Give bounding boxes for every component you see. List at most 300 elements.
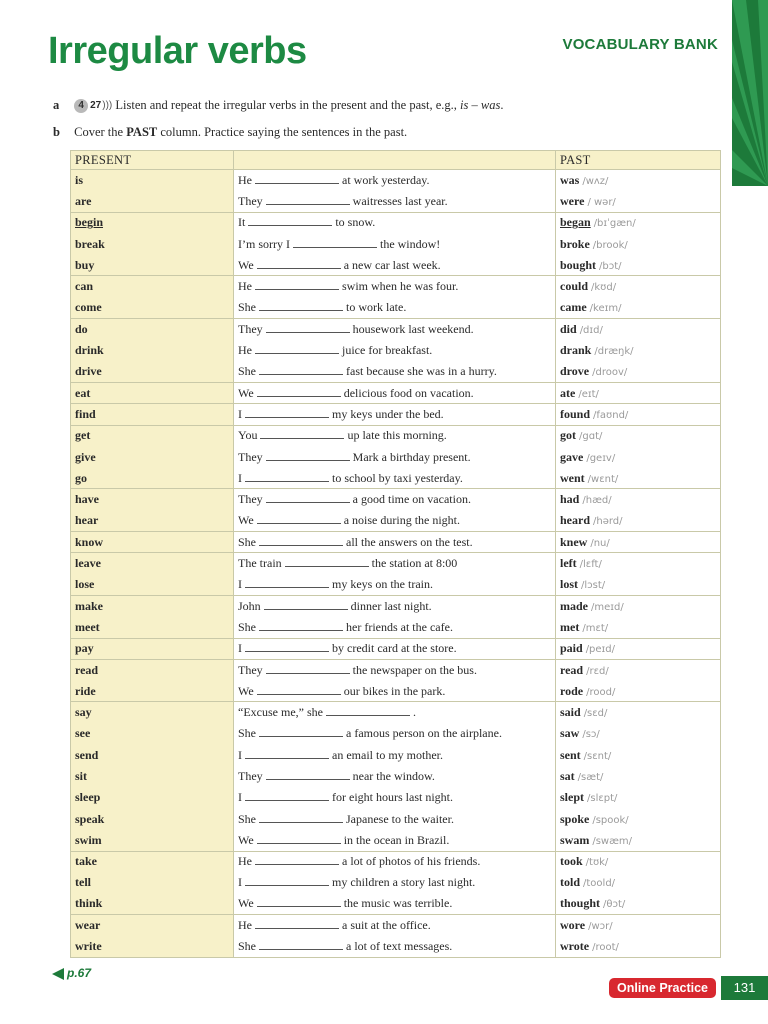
past-verb: [556, 723, 721, 744]
past-verb-text: bought: [560, 257, 597, 272]
present-verb: [71, 510, 234, 531]
past-verb-text: was: [560, 172, 580, 187]
present-verb: [71, 787, 234, 808]
past-verb: [556, 297, 721, 318]
present-verb-text: buy: [75, 257, 95, 272]
past-verb-text: took: [560, 854, 583, 869]
pronunciation: /θɔt/: [603, 899, 626, 911]
answer-blank[interactable]: [245, 642, 329, 652]
pronunciation: /kʊd/: [591, 282, 617, 294]
past-verb-text: left: [560, 556, 577, 571]
sentence-start: We: [238, 513, 254, 528]
sentence-end: for eight hours last night.: [332, 790, 453, 805]
past-verb-text: saw: [560, 726, 580, 741]
present-verb-text: take: [75, 854, 97, 869]
sentence-start: John: [238, 598, 261, 613]
past-verb: [556, 510, 721, 531]
pronunciation: /brook/: [592, 239, 628, 251]
present-verb-text: come: [75, 300, 102, 315]
example-sentence: [234, 659, 556, 680]
past-verb: [556, 446, 721, 467]
example-sentence: [234, 574, 556, 595]
present-verb-text: ride: [75, 683, 96, 698]
example-sentence: [234, 851, 556, 872]
table-row: [71, 787, 721, 808]
present-verb: [71, 830, 234, 851]
present-verb: [71, 553, 234, 574]
sentence-start: I: [238, 406, 242, 421]
past-verb-text: began: [560, 215, 591, 230]
pronunciation: /faʊnd/: [593, 409, 629, 421]
past-verb-text: did: [560, 321, 577, 336]
cd-number: 4: [74, 99, 88, 113]
sentence-end: near the window.: [352, 768, 435, 783]
answer-blank[interactable]: [259, 621, 343, 631]
table-row: [71, 425, 721, 446]
example-sentence: [234, 297, 556, 318]
table-row: [71, 574, 721, 595]
answer-blank[interactable]: [255, 919, 339, 929]
answer-blank[interactable]: [266, 493, 350, 503]
instruction-text: Listen and repeat the irregular verbs in the present and the past, e.g.,: [115, 98, 457, 112]
example-sentence: [234, 638, 556, 659]
sentence-end: by credit card at the store.: [332, 641, 457, 656]
sentence-end: a suit at the office.: [342, 918, 431, 933]
sentence-end: to work late.: [346, 300, 407, 315]
table-row: [71, 915, 721, 936]
online-practice-badge[interactable]: Online Practice: [609, 978, 716, 998]
present-verb-text: wear: [75, 918, 101, 933]
sentence-end: an email to my mother.: [332, 747, 443, 762]
past-verb: [556, 425, 721, 446]
table-row: [71, 382, 721, 403]
table-row: [71, 276, 721, 297]
table-row: [71, 361, 721, 382]
present-verb: [71, 681, 234, 702]
sentence-end: up late this morning.: [347, 428, 447, 443]
answer-blank[interactable]: [248, 216, 332, 226]
present-verb: [71, 595, 234, 616]
answer-blank[interactable]: [245, 408, 329, 418]
pronunciation: /lɛft/: [579, 559, 602, 571]
pronunciation: /wʌz/: [582, 175, 609, 187]
pronunciation: /tʊk/: [585, 857, 609, 869]
sentence-start: She: [238, 939, 256, 954]
past-verb: [556, 681, 721, 702]
present-verb: [71, 745, 234, 766]
pronunciation: /sɔ/: [582, 729, 600, 741]
sentence-start: She: [238, 619, 256, 634]
sentence-start: They: [238, 193, 263, 208]
answer-blank[interactable]: [257, 514, 341, 524]
present-verb-text: are: [75, 193, 92, 208]
sentence-end: a lot of text messages.: [346, 939, 453, 954]
example-sentence: [234, 276, 556, 297]
past-verb: [556, 894, 721, 915]
pronunciation: /droov/: [592, 367, 628, 379]
example-sentence: [234, 510, 556, 531]
answer-blank[interactable]: [264, 600, 348, 610]
sentence-start: I: [238, 641, 242, 656]
answer-blank[interactable]: [259, 727, 343, 737]
past-verb: [556, 808, 721, 829]
present-verb-text: break: [75, 236, 105, 251]
present-verb: [71, 233, 234, 254]
pronunciation: /swæm/: [592, 835, 633, 847]
instruction-a: [53, 98, 503, 113]
past-verb-text: were: [560, 193, 585, 208]
pronunciation: /wɔr/: [588, 921, 613, 933]
answer-blank[interactable]: [259, 301, 343, 311]
answer-blank[interactable]: [266, 664, 350, 674]
present-verb: [71, 319, 234, 340]
present-verb: [71, 468, 234, 489]
sentence-end: the window!: [379, 236, 441, 251]
example-sentence: [234, 766, 556, 787]
sentence-start: He: [238, 172, 252, 187]
past-verb: [556, 170, 721, 191]
sentence-end: a lot of photos of his friends.: [342, 854, 481, 869]
example-sentence: [234, 787, 556, 808]
sentence-start: He: [238, 343, 252, 358]
table-row: [71, 638, 721, 659]
present-verb-text: think: [75, 896, 103, 911]
present-verb-text: do: [75, 321, 88, 336]
present-verb: [71, 851, 234, 872]
table-row: [71, 255, 721, 276]
sentence-start: I: [238, 875, 242, 890]
present-verb: [71, 170, 234, 191]
example-sentence: [234, 425, 556, 446]
example-sentence: [234, 255, 556, 276]
table-row: [71, 617, 721, 638]
present-verb: [71, 574, 234, 595]
sentence-end: Mark a birthday present.: [352, 449, 471, 464]
track-number: 27: [90, 100, 102, 112]
answer-blank[interactable]: [257, 387, 341, 397]
past-verb: [556, 319, 721, 340]
answer-blank[interactable]: [259, 813, 343, 823]
answer-blank[interactable]: [255, 855, 339, 865]
present-verb: [71, 532, 234, 553]
past-verb: [556, 638, 721, 659]
present-verb-text: can: [75, 279, 93, 294]
present-verb-text: say: [75, 705, 92, 720]
answer-blank[interactable]: [266, 195, 350, 205]
past-verb: [556, 595, 721, 616]
pronunciation: /hərd/: [593, 516, 623, 528]
present-verb-text: sleep: [75, 790, 101, 805]
past-verb-text: had: [560, 492, 580, 507]
sentence-start: I: [238, 470, 242, 485]
example-sentence: [234, 617, 556, 638]
present-verb-text: leave: [75, 556, 101, 571]
past-verb: [556, 212, 721, 233]
answer-blank[interactable]: [259, 365, 343, 375]
example-sentence: [234, 489, 556, 510]
table-row: [71, 468, 721, 489]
answer-blank[interactable]: [245, 791, 329, 801]
past-verb: [556, 532, 721, 553]
sentence-start: We: [238, 896, 254, 911]
sentence-end: all the answers on the test.: [346, 534, 473, 549]
present-verb-text: begin: [75, 215, 104, 230]
sentence-end: in the ocean in Brazil.: [343, 832, 450, 847]
table-row: [71, 553, 721, 574]
table-header-row: [71, 151, 721, 170]
example-sentence: [234, 894, 556, 915]
past-verb-text: got: [560, 428, 576, 443]
present-verb: [71, 425, 234, 446]
past-verb: [556, 787, 721, 808]
present-verb-text: pay: [75, 641, 94, 656]
present-verb-text: find: [75, 406, 96, 421]
example-sentence: [234, 915, 556, 936]
present-verb-text: eat: [75, 385, 91, 400]
irregular-verbs-table: [70, 150, 721, 958]
left-arrow-icon: [52, 968, 64, 980]
pronunciation: /toold/: [583, 878, 616, 890]
answer-blank[interactable]: [255, 280, 339, 290]
past-verb: [556, 489, 721, 510]
header-sentence: [234, 151, 556, 170]
example-sentence: [234, 553, 556, 574]
sentence-end: .: [412, 705, 416, 720]
sentence-start: “Excuse me,” she: [238, 705, 323, 720]
present-verb: [71, 340, 234, 361]
answer-blank[interactable]: [255, 174, 339, 184]
present-verb-text: go: [75, 470, 87, 485]
present-verb: [71, 638, 234, 659]
answer-blank[interactable]: [266, 451, 350, 461]
past-verb: [556, 404, 721, 425]
sentence-start: We: [238, 832, 254, 847]
sentence-end: my keys under the bed.: [332, 406, 444, 421]
present-verb: [71, 276, 234, 297]
table-row: [71, 894, 721, 915]
sentence-end: the station at 8:00: [371, 556, 458, 571]
present-verb-text: see: [75, 726, 91, 741]
page-number: 131: [721, 976, 768, 1000]
pronunciation: /sɛd/: [583, 708, 608, 720]
table-row: [71, 595, 721, 616]
past-verb-text: swam: [560, 832, 590, 847]
past-verb-text: told: [560, 875, 581, 890]
answer-blank[interactable]: [245, 472, 329, 482]
example-sentence: [234, 170, 556, 191]
past-verb-text: sat: [560, 768, 575, 783]
sentence-end: Japanese to the waiter.: [346, 811, 454, 826]
table-row: [71, 872, 721, 893]
answer-blank[interactable]: [260, 429, 344, 439]
present-verb-text: send: [75, 747, 99, 762]
pronunciation: /slɛpt/: [587, 793, 618, 805]
pronunciation: /spook/: [592, 814, 629, 826]
pronunciation: /lɔst/: [581, 580, 606, 592]
sentence-start: They: [238, 492, 263, 507]
past-verb: [556, 872, 721, 893]
past-verb: [556, 830, 721, 851]
answer-blank[interactable]: [293, 238, 377, 248]
table-row: [71, 681, 721, 702]
example-sentence: [234, 446, 556, 467]
sentence-start: You: [238, 428, 258, 443]
present-verb: [71, 659, 234, 680]
table-row: [71, 297, 721, 318]
present-verb: [71, 936, 234, 957]
past-verb: [556, 915, 721, 936]
pronunciation: /dræŋk/: [594, 346, 634, 358]
past-verb-text: paid: [560, 641, 583, 656]
audio-track-badge[interactable]: [74, 99, 112, 113]
sentence-end: a famous person on the airplane.: [346, 726, 502, 741]
past-verb: [556, 617, 721, 638]
sentence-end: housework last weekend.: [352, 321, 474, 336]
example-sentence: [234, 361, 556, 382]
present-verb-text: drink: [75, 343, 104, 358]
instruction-b: [53, 125, 407, 140]
sentence-end: fast because she was in a hurry.: [346, 364, 497, 379]
table-row: [71, 830, 721, 851]
pronunciation: /meɪd/: [591, 601, 624, 613]
table-row: [71, 404, 721, 425]
header-present: PRESENT: [71, 151, 234, 170]
table-body: [71, 170, 721, 958]
past-verb: [556, 382, 721, 403]
pronunciation: /peɪd/: [585, 644, 615, 656]
table-row: [71, 319, 721, 340]
past-verb-text: spoke: [560, 811, 590, 826]
table-row: [71, 723, 721, 744]
past-verb: [556, 936, 721, 957]
past-verb-text: thought: [560, 896, 601, 911]
pronunciation: /dɪd/: [579, 324, 603, 336]
present-verb: [71, 446, 234, 467]
example-sentence: [234, 319, 556, 340]
answer-blank[interactable]: [245, 876, 329, 886]
sentence-end: her friends at the cafe.: [346, 619, 453, 634]
example-sentence: [234, 681, 556, 702]
example-sentence: [234, 404, 556, 425]
past-verb: [556, 233, 721, 254]
instruction-example: is – was: [460, 98, 501, 112]
section-label: VOCABULARY BANK: [562, 36, 718, 53]
sentence-start: We: [238, 385, 254, 400]
pronunciation: /gɑt/: [579, 431, 603, 443]
sentence-start: She: [238, 726, 256, 741]
answer-blank[interactable]: [326, 706, 410, 716]
example-sentence: [234, 340, 556, 361]
table-row: [71, 233, 721, 254]
page-reference-link[interactable]: [52, 966, 91, 980]
present-verb-text: meet: [75, 619, 100, 634]
table-row: [71, 745, 721, 766]
page-title: Irregular verbs: [48, 30, 307, 72]
sentence-start: They: [238, 449, 263, 464]
past-verb: [556, 191, 721, 212]
answer-blank[interactable]: [259, 536, 343, 546]
answer-blank[interactable]: [255, 344, 339, 354]
pronunciation: /rood/: [586, 686, 616, 698]
past-verb-text: wore: [560, 918, 586, 933]
answer-blank[interactable]: [285, 557, 369, 567]
present-verb: [71, 894, 234, 915]
present-verb: [71, 702, 234, 723]
past-verb-text: met: [560, 619, 580, 634]
sentence-start: The train: [238, 556, 282, 571]
answer-blank[interactable]: [257, 685, 341, 695]
present-verb-text: make: [75, 598, 103, 613]
answer-blank[interactable]: [266, 770, 350, 780]
pronunciation: /hæd/: [582, 495, 612, 507]
sentence-end: a noise during the night.: [343, 513, 461, 528]
past-verb: [556, 468, 721, 489]
sentence-end: to snow.: [335, 215, 376, 230]
sentence-end: the music was terrible.: [343, 896, 453, 911]
table-row: [71, 510, 721, 531]
answer-blank[interactable]: [259, 940, 343, 950]
table-row: [71, 702, 721, 723]
pronunciation: /geɪv/: [586, 452, 616, 464]
sentence-start: She: [238, 534, 256, 549]
answer-blank[interactable]: [266, 323, 350, 333]
past-verb-text: went: [560, 470, 585, 485]
table-row: [71, 532, 721, 553]
present-verb: [71, 766, 234, 787]
sentence-end: dinner last night.: [350, 598, 432, 613]
answer-blank[interactable]: [257, 259, 341, 269]
sentence-start: We: [238, 683, 254, 698]
answer-blank[interactable]: [257, 897, 341, 907]
present-verb: [71, 723, 234, 744]
instruction-letter: b: [53, 125, 60, 139]
sentence-start: They: [238, 321, 263, 336]
present-verb: [71, 297, 234, 318]
present-verb: [71, 191, 234, 212]
sentence-start: It: [238, 215, 246, 230]
example-sentence: [234, 830, 556, 851]
example-sentence: [234, 808, 556, 829]
answer-blank[interactable]: [245, 749, 329, 759]
past-verb: [556, 361, 721, 382]
answer-blank[interactable]: [257, 834, 341, 844]
past-verb-text: rode: [560, 683, 584, 698]
pronunciation: /nu/: [590, 537, 610, 549]
table-row: [71, 191, 721, 212]
present-verb: [71, 915, 234, 936]
corner-sunburst-decoration: [732, 0, 768, 186]
table-row: [71, 446, 721, 467]
example-sentence: [234, 532, 556, 553]
past-verb-text: found: [560, 406, 591, 421]
past-verb-text: lost: [560, 577, 578, 592]
past-verb-text: knew: [560, 534, 588, 549]
sentence-start: I: [238, 747, 242, 762]
past-verb: [556, 574, 721, 595]
sentence-start: She: [238, 300, 256, 315]
pronunciation: /wɛnt/: [587, 473, 619, 485]
past-verb-text: wrote: [560, 939, 590, 954]
sentence-start: They: [238, 662, 263, 677]
sentence-end: waitresses last year.: [352, 193, 448, 208]
answer-blank[interactable]: [245, 578, 329, 588]
sentence-end: juice for breakfast.: [342, 343, 433, 358]
present-verb: [71, 808, 234, 829]
present-verb-text: have: [75, 492, 99, 507]
sentence-start: He: [238, 854, 252, 869]
table-row: [71, 808, 721, 829]
example-sentence: [234, 468, 556, 489]
